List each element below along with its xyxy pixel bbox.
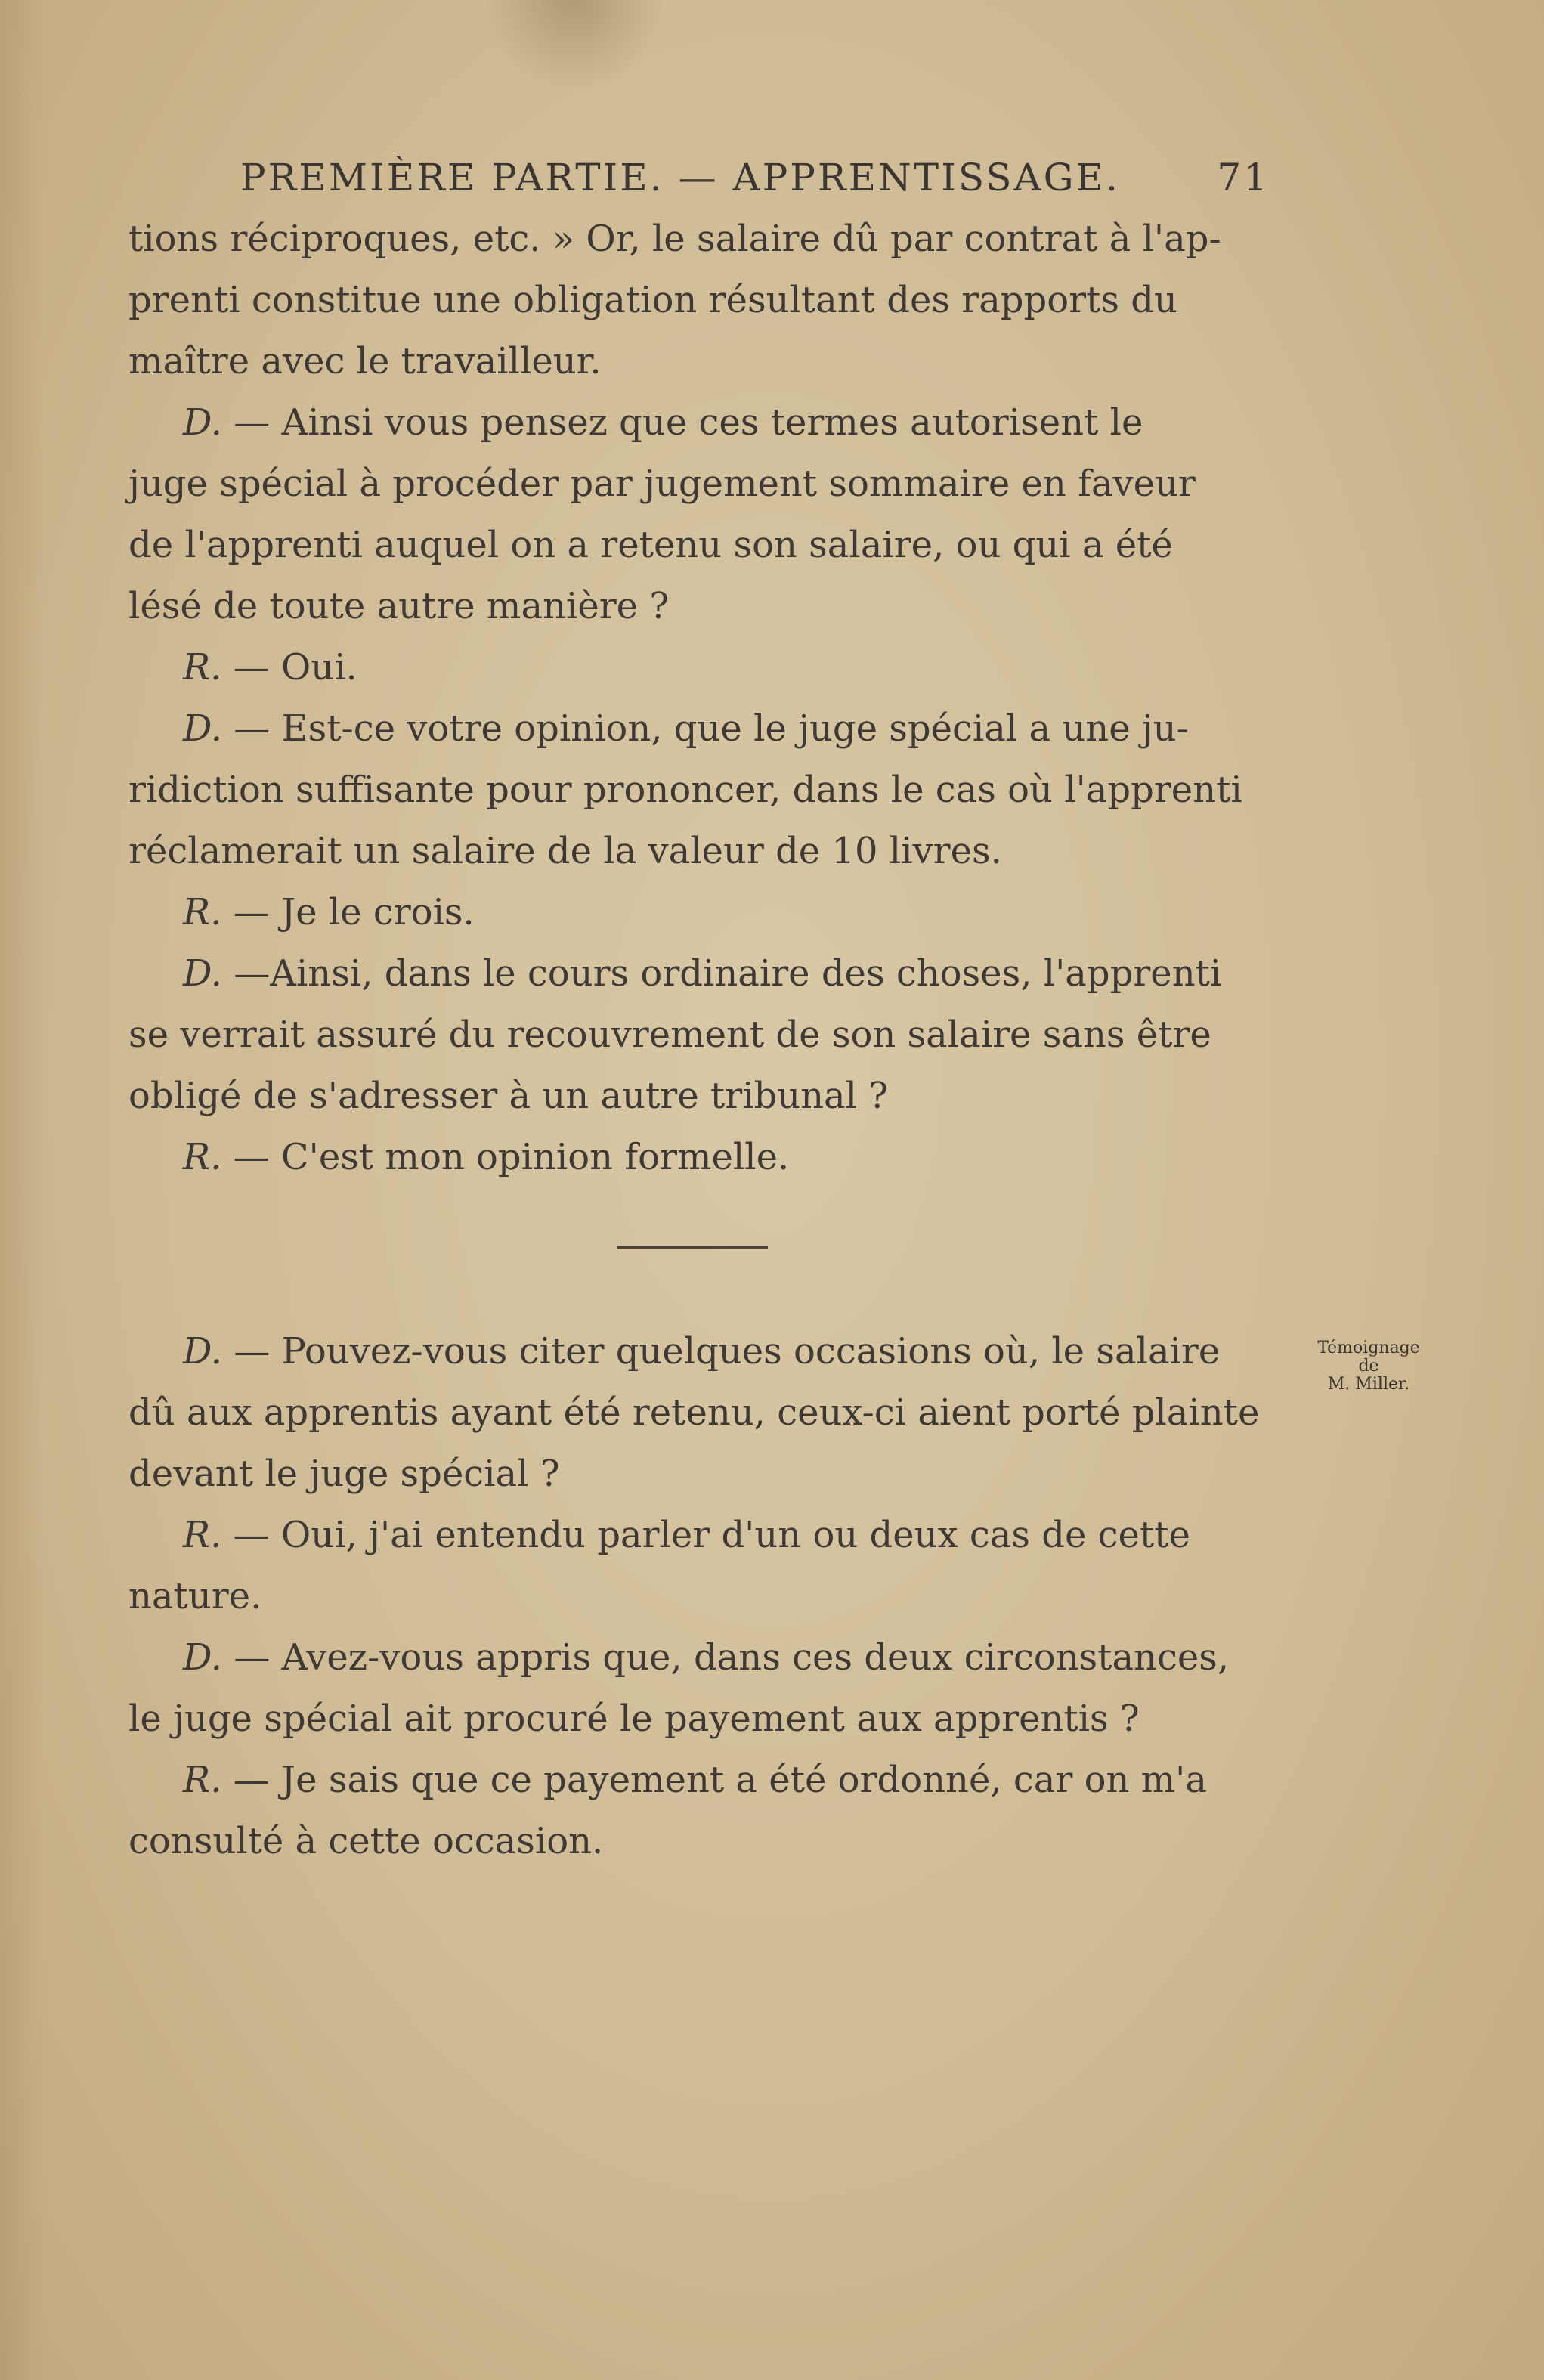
text-line bbox=[128, 1444, 1259, 1505]
speaker-label: D. bbox=[183, 707, 223, 750]
line-text: consulté à cette occasion. bbox=[128, 1820, 604, 1862]
line-text: — Est-ce votre opinion, que le juge spécial a une ju- bbox=[222, 707, 1189, 750]
line-text: — Ainsi vous pensez que ces termes autorisent le bbox=[222, 401, 1143, 444]
line-text: tions réciproques, etc. » Or, le salaire dû par contrat à l'ap- bbox=[128, 218, 1221, 260]
line-text: prenti constitue une obligation résultant des rapports du bbox=[128, 279, 1177, 321]
line-text: nature. bbox=[128, 1575, 262, 1617]
margin-note-line-1: Témoignage bbox=[1317, 1339, 1420, 1357]
text-line bbox=[128, 453, 1242, 515]
text-line bbox=[128, 1382, 1259, 1444]
speaker-label: R. bbox=[183, 891, 222, 933]
text-line bbox=[128, 515, 1242, 576]
speaker-label: R. bbox=[183, 1514, 222, 1556]
line-text: lésé de toute autre manière ? bbox=[128, 585, 670, 627]
text-line bbox=[128, 1566, 1259, 1627]
speaker-label: D. bbox=[183, 1330, 223, 1373]
text-block-2 bbox=[128, 1321, 1259, 1872]
text-line bbox=[128, 270, 1242, 331]
text-block-1 bbox=[128, 209, 1242, 1188]
margin-note bbox=[1297, 1339, 1440, 1394]
speaker-label: D. bbox=[183, 952, 223, 995]
running-title: PREMIÈRE PARTIE. — APPRENTISSAGE. bbox=[240, 156, 1120, 200]
line-text: obligé de s'adresser à un autre tribunal ? bbox=[128, 1075, 888, 1117]
line-text: dû aux apprentis ayant été retenu, ceux-ci aient porté plainte bbox=[128, 1391, 1260, 1434]
line-text: — Je le crois. bbox=[221, 891, 475, 933]
line-text: —Ainsi, dans le cours ordinaire des choses, l'apprenti bbox=[222, 952, 1222, 995]
line-text: — Avez-vous appris que, dans ces deux circonstances, bbox=[222, 1636, 1230, 1679]
text-line bbox=[128, 1750, 1259, 1811]
line-text: — Je sais que ce payement a été ordonné, car on m'a bbox=[221, 1759, 1207, 1801]
line-text: — C'est mon opinion formelle. bbox=[221, 1136, 790, 1178]
line-text: réclamerait un salaire de la valeur de 10 livres. bbox=[128, 830, 1002, 872]
line-text: se verrait assuré du recouvrement de son salaire sans être bbox=[128, 1014, 1211, 1056]
line-text: de l'apprenti auquel on a retenu son salaire, ou qui a été bbox=[128, 524, 1173, 566]
text-line bbox=[128, 1004, 1242, 1066]
text-line bbox=[128, 1627, 1259, 1688]
line-text: ridiction suffisante pour prononcer, dans le cas où l'apprenti bbox=[128, 769, 1242, 811]
text-line bbox=[128, 821, 1242, 882]
line-text: juge spécial à procéder par jugement sommaire en faveur bbox=[128, 463, 1196, 505]
paper-edge-shadow bbox=[0, 0, 45, 2380]
page-number: 71 bbox=[1217, 156, 1270, 200]
speaker-label: D. bbox=[183, 1636, 223, 1679]
text-line bbox=[128, 760, 1242, 821]
paper-stain bbox=[484, 0, 665, 91]
margin-note-line-2: de bbox=[1358, 1357, 1379, 1376]
running-header bbox=[240, 156, 1270, 201]
text-line bbox=[128, 1688, 1259, 1750]
text-line bbox=[128, 698, 1242, 760]
text-line bbox=[128, 1321, 1259, 1382]
text-line bbox=[128, 331, 1242, 392]
text-line bbox=[128, 943, 1242, 1004]
speaker-label: R. bbox=[183, 1759, 222, 1801]
line-text: maître avec le travailleur. bbox=[128, 340, 602, 382]
section-divider bbox=[617, 1246, 768, 1249]
speaker-label: D. bbox=[183, 401, 223, 444]
text-line bbox=[128, 637, 1242, 698]
text-line bbox=[128, 576, 1242, 637]
line-text: — Oui, j'ai entendu parler d'un ou deux cas de cette bbox=[221, 1514, 1190, 1556]
speaker-label: R. bbox=[183, 646, 222, 689]
text-line bbox=[128, 1066, 1242, 1127]
line-text: devant le juge spécial ? bbox=[128, 1453, 560, 1495]
text-line bbox=[128, 882, 1242, 943]
text-line bbox=[128, 392, 1242, 453]
margin-note-line-3: M. Miller. bbox=[1327, 1375, 1410, 1394]
line-text: — Oui. bbox=[221, 646, 357, 689]
line-text: — Pouvez-vous citer quelques occasions où, le salaire bbox=[222, 1330, 1221, 1373]
text-line bbox=[128, 1811, 1259, 1872]
text-line bbox=[128, 209, 1242, 270]
speaker-label: R. bbox=[183, 1136, 222, 1178]
line-text: le juge spécial ait procuré le payement aux apprentis ? bbox=[128, 1698, 1140, 1740]
text-line bbox=[128, 1505, 1259, 1566]
text-line bbox=[128, 1127, 1242, 1188]
